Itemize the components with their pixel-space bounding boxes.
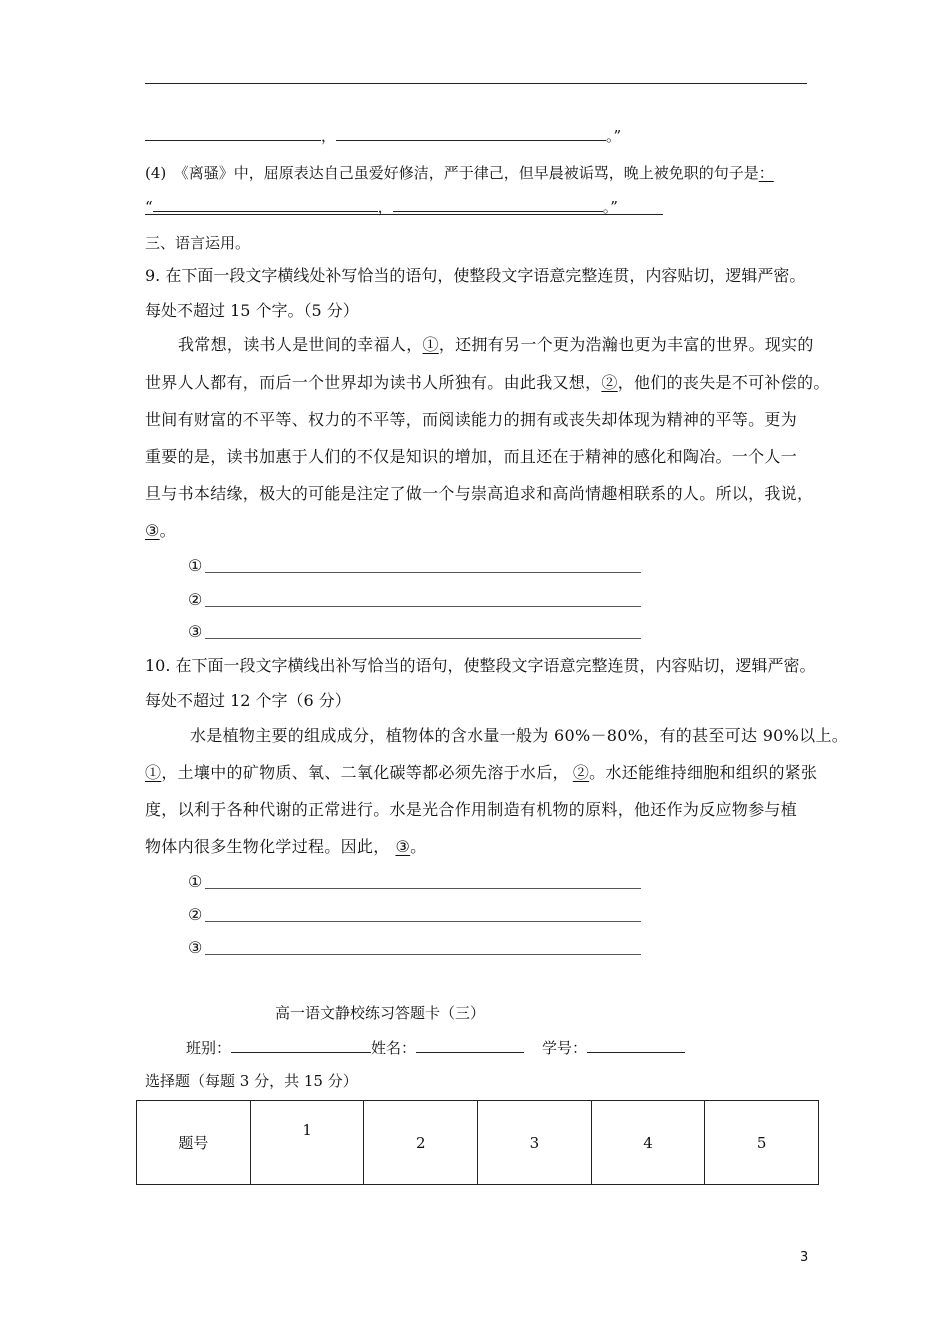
q9-para-line [145,520,176,542]
q4-underline [145,214,663,215]
answer-marker: ② [188,590,203,609]
blank-marker-3[interactable]: ③ [395,837,411,856]
blank-marker-2[interactable]: ② [572,763,590,782]
text: 我常想，读书人是世间的幸福人， [178,335,423,354]
q10-para-line: 水是植物主要的组成成分，植物体的含水量一般为 60%－80%，有的甚至可达 90%以上。 [190,726,849,745]
answer-table [136,1100,819,1185]
blank-marker-3[interactable]: ③ [145,521,160,540]
blank-marker-1[interactable]: ① [422,335,439,354]
q9-para-line: 世间有财富的不平等、权力的不平等，而阅读能力的拥有或丧失却体现为精神的平等。更为 [145,410,798,429]
answer-line[interactable] [205,888,641,889]
comma: ， [377,198,393,216]
id-label: 学号： [542,1039,588,1057]
question-number: 4 [643,1133,653,1152]
text: 世界人人都有，而后一个世界却为读书人所独有。由此我又想， [145,373,602,392]
table-header-cell: 题号 [137,1101,251,1185]
q10-para-line [145,762,817,784]
answer-marker: ③ [188,622,203,641]
text: 。 [410,837,427,856]
text: 。 [159,521,176,540]
q9-answer-1[interactable] [188,555,202,577]
comma: ， [321,127,337,145]
q9-answer-2[interactable] [188,589,202,611]
quote-end: 。” [602,198,618,216]
q9-instruction: 9. 在下面一段文字横线处补写恰当的语句，使整段文字语意完整连贯，内容贴切，逻辑严密。 [145,266,806,285]
answer-line[interactable] [205,921,641,922]
q10-instruction: 10. 在下面一段文字横线出补写恰当的语句，使整段文字语意完整连贯，内容贴切，逻辑严密。 [145,656,816,675]
page-number: 3 [800,1250,809,1265]
student-info-row [186,1038,685,1058]
q10-answer-3[interactable] [188,937,202,959]
blank-marker-2[interactable]: ② [601,373,618,392]
text: ，还拥有另一个更为浩瀚也更为丰富的世界。现实的 [438,335,814,354]
q3-answer-line [145,126,621,146]
q10-instruction-2: 每处不超过 12 个字（6 分） [145,691,351,710]
q9-para-line [178,334,814,356]
text: ，土壤中的矿物质、氧、二氧化碳等都必须先溶于水后， [161,763,569,782]
q9-para-line: 重要的是，读书加惠于人们的不仅是知识的增加，而且还在于精神的感化和陶冶。一个人一 [145,447,798,466]
q10-answer-2[interactable] [188,904,202,926]
question-number: 3 [529,1133,540,1152]
question-number: 5 [756,1133,767,1152]
text: 物体内很多生物化学过程。因此， [145,837,390,856]
q9-instruction-2: 每处不超过 15 个字。（5 分） [145,301,359,320]
answer-cell-5[interactable] [705,1101,819,1185]
blank-marker-1[interactable]: ① [145,763,162,782]
answer-cell-4[interactable] [591,1101,705,1185]
name-label: 姓名： [371,1039,417,1057]
student-id-field[interactable] [587,1038,685,1053]
q4-prompt [145,163,774,183]
q10-para-line: 度，以利于各种代谢的正常进行。水是光合作用制造有机物的原料，他还作为反应物参与植 [145,800,798,819]
q10-para-line [145,836,426,858]
answer-card-title: 高一语文静校练习答题卡（三） [275,1004,486,1022]
answer-marker: ③ [188,938,203,957]
blank[interactable] [145,126,321,141]
name-field[interactable] [416,1038,524,1053]
answer-line-top [145,83,807,84]
answer-marker: ① [188,872,203,891]
class-label: 班别： [186,1039,232,1057]
answer-marker: ② [188,905,203,924]
q10-answer-1[interactable] [188,871,202,893]
q9-para-line: 旦与书本结缘，极大的可能是注定了做一个与崇高追求和高尚情趣相联系的人。所以，我说， [145,484,814,503]
answer-line[interactable] [205,572,641,573]
text: 。水还能维持细胞和组织的紧张 [589,763,818,782]
section-title: 三、语言运用。 [145,234,251,252]
text: ，他们的丧失是不可补偿的。 [617,373,830,392]
quote-end: 。” [606,127,622,145]
q9-para-line [145,372,830,394]
answer-line[interactable] [205,606,641,607]
answer-line[interactable] [205,638,641,639]
answer-cell-1[interactable] [250,1101,364,1185]
answer-line[interactable] [205,954,641,955]
answer-cell-3[interactable] [478,1101,592,1185]
answer-cell-2[interactable] [364,1101,478,1185]
q9-answer-3[interactable] [188,621,202,643]
question-number: 1 [302,1121,312,1139]
quote-open: “ [145,198,153,216]
q4-text: (4) 《离骚》中，屈原表达自己虽爱好修洁，严于律己，但早晨被诟骂，晚上被免职的句子是 [145,164,759,182]
q4-colon: ： [758,164,774,182]
blank[interactable] [153,197,378,212]
blank[interactable] [393,197,603,212]
question-number: 2 [415,1133,426,1152]
choice-section-title: 选择题（每题 3 分，共 15 分） [145,1072,358,1090]
answer-marker: ① [188,556,203,575]
table-row [137,1101,819,1185]
class-field[interactable] [231,1038,371,1053]
blank[interactable] [336,126,606,141]
